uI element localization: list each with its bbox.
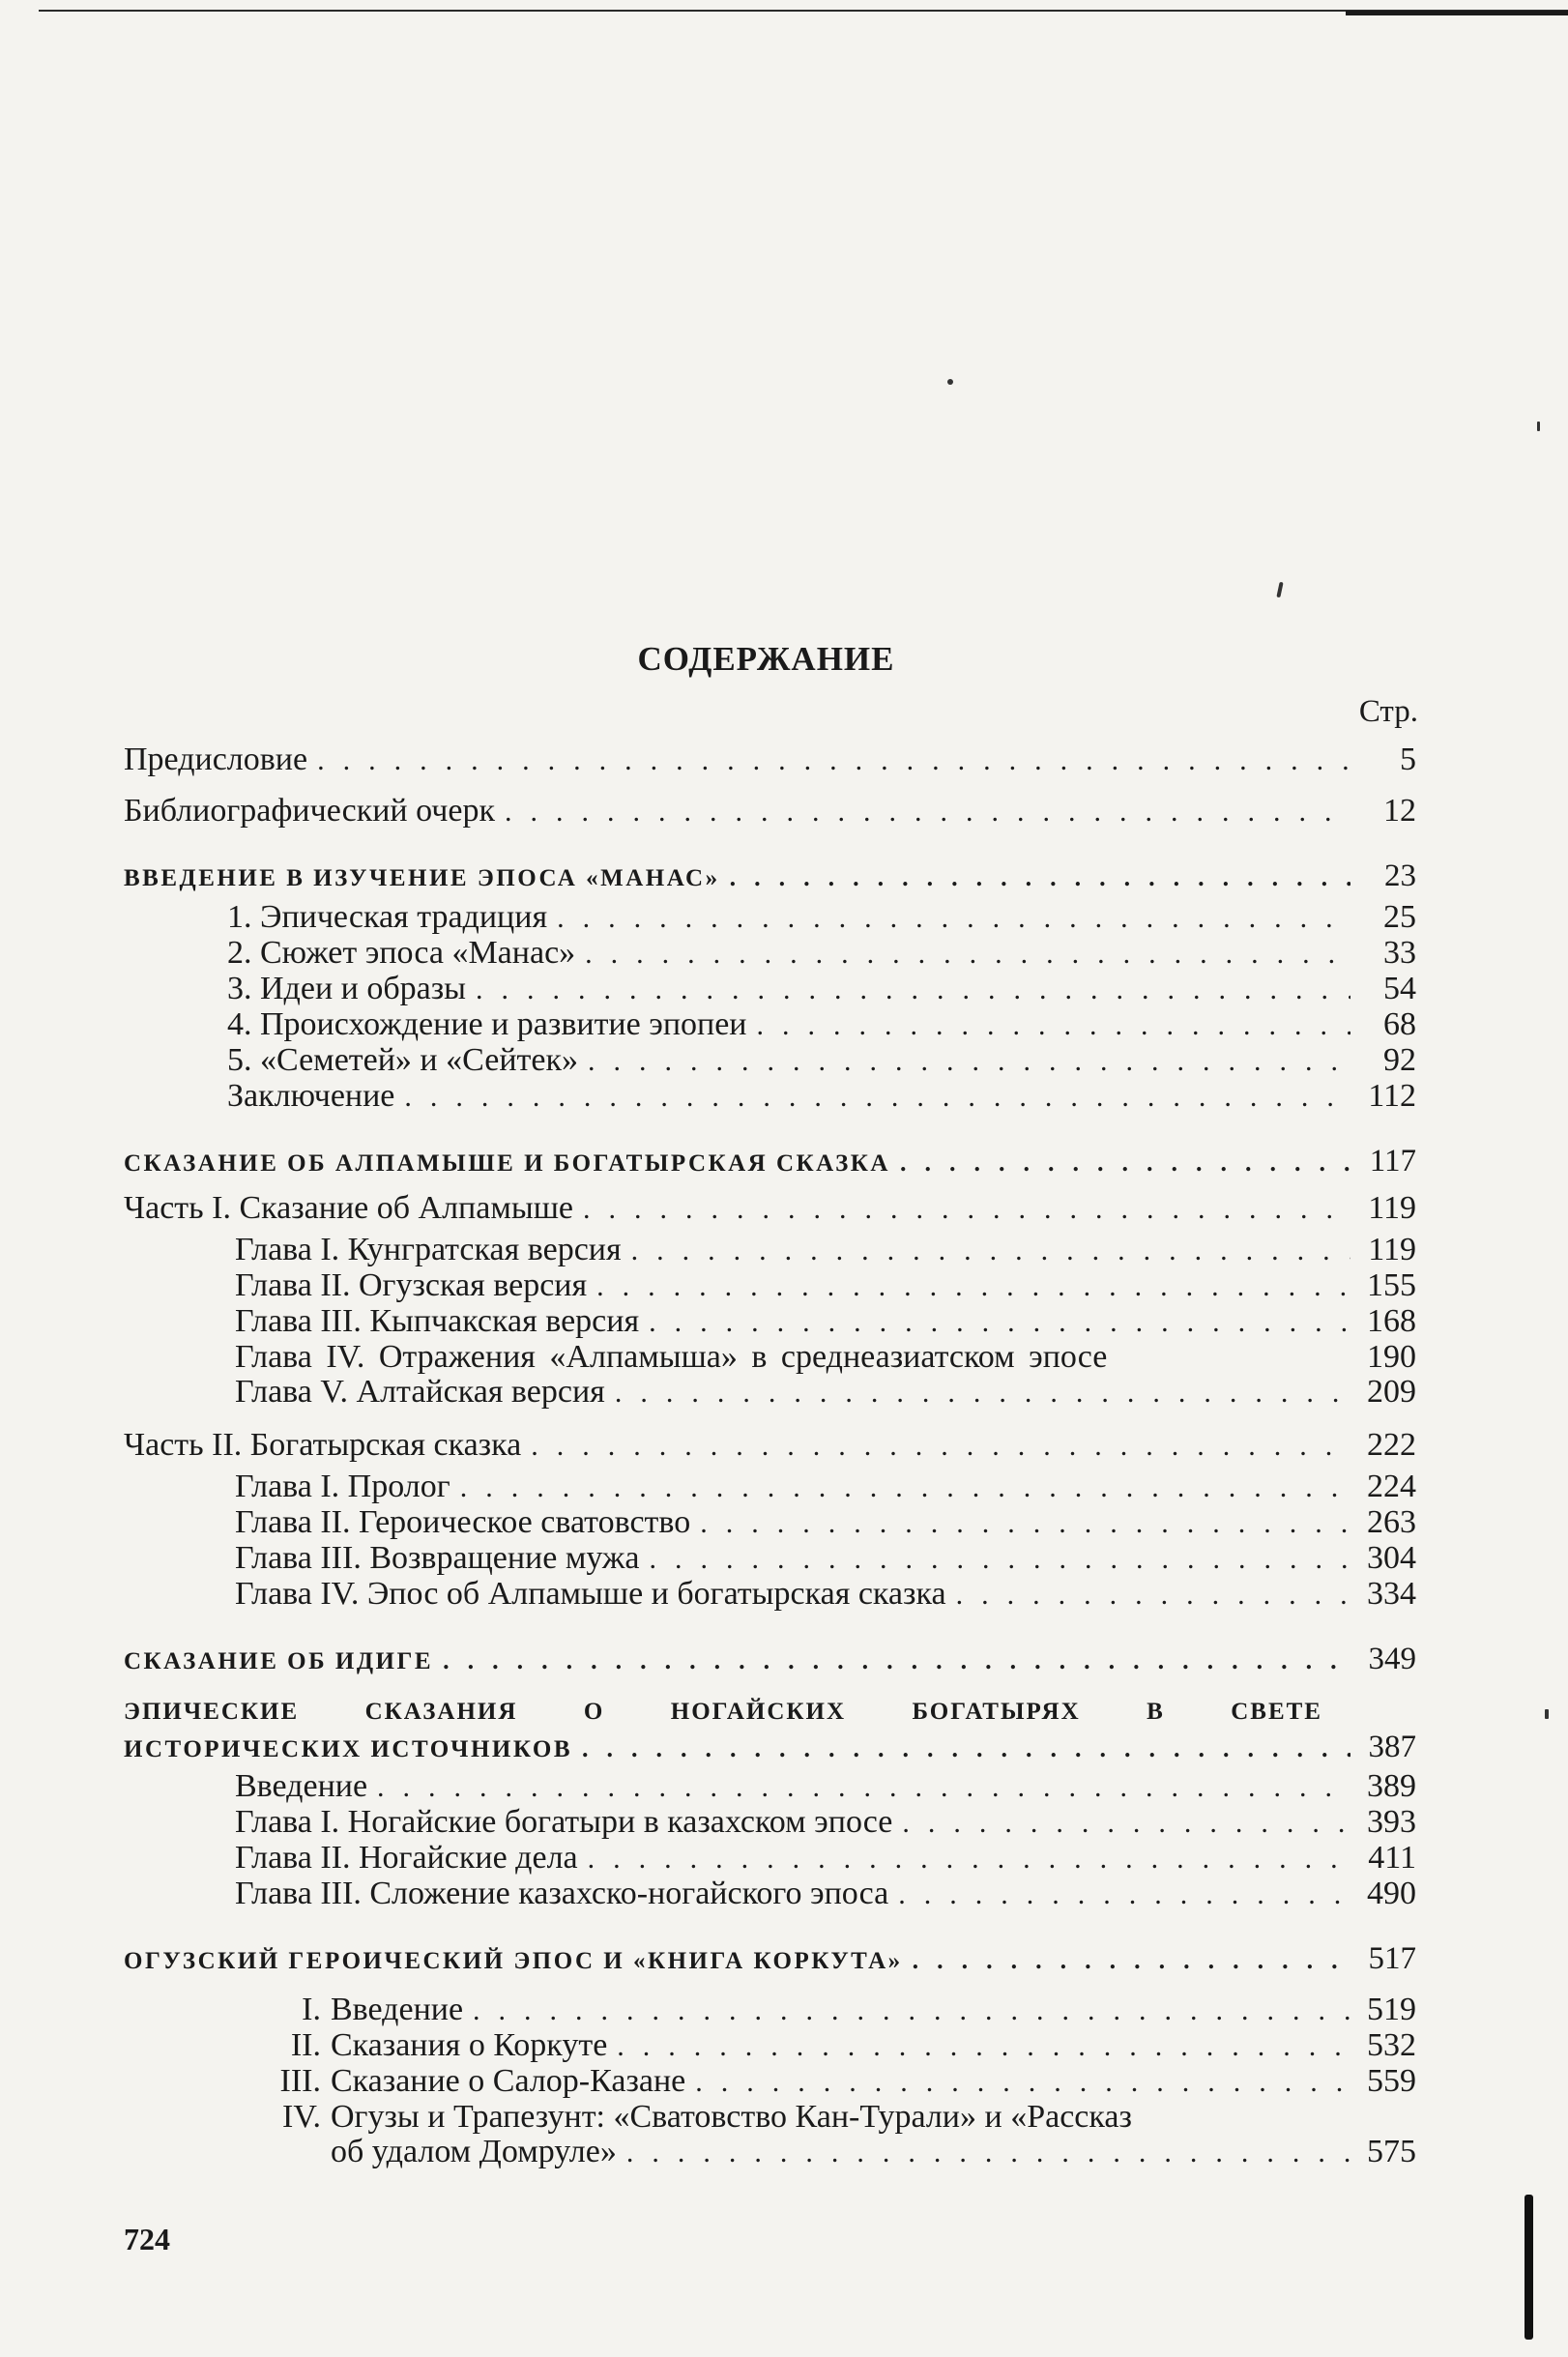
toc-page: 559 <box>1367 2063 1416 2099</box>
toc-entry-continuation[interactable] <box>124 2135 1416 2170</box>
toc-page: 519 <box>1367 1992 1416 2027</box>
toc-entry[interactable] <box>124 2100 1416 2135</box>
leader-dots <box>900 1146 1350 1180</box>
toc-label: Глава III. Возвращение мужа <box>235 1540 640 1576</box>
toc-label-line2 <box>124 1730 1416 1767</box>
page-column-header: Стр. <box>1358 694 1418 729</box>
toc-label: Огузы и Трапезунт: «Сватовство Кан-Турали» и «Рассказ <box>331 2099 1132 2135</box>
toc-page: 155 <box>1367 1267 1416 1303</box>
toc-page: 334 <box>1367 1576 1416 1612</box>
leader-dots <box>583 1192 1350 1227</box>
toc-label: Глава II. Ногайские дела <box>235 1840 578 1876</box>
toc-page: 12 <box>1383 793 1416 829</box>
toc-label-group <box>124 1993 463 2027</box>
print-speck <box>1537 422 1540 431</box>
roman-numeral: IV. <box>282 2099 321 2135</box>
toc-entry[interactable] <box>124 1428 1416 1464</box>
print-speck <box>1276 582 1283 597</box>
leader-dots <box>404 1080 1350 1115</box>
toc-label: Глава I. Пролог <box>235 1469 450 1504</box>
toc-entry[interactable] <box>124 972 1416 1007</box>
toc-label: ВВЕДЕНИЕ В ИЗУЧЕНИЕ ЭПОСА «МАНАС» <box>124 865 720 891</box>
leader-dots <box>596 1269 1350 1304</box>
toc-label: Глава IV. Эпос об Алпамыше и богатырская сказка <box>235 1576 946 1612</box>
leader-dots <box>460 1470 1350 1505</box>
leader-dots <box>615 1376 1350 1411</box>
leader-dots <box>585 937 1350 972</box>
toc-label: Предисловие <box>124 742 308 777</box>
toc-label: Глава V. Алтайская версия <box>235 1374 605 1410</box>
toc-page: 349 <box>1368 1642 1416 1676</box>
toc-page: 92 <box>1383 1042 1416 1078</box>
toc-entry[interactable] <box>124 1233 1416 1268</box>
leader-dots <box>531 1429 1350 1464</box>
toc-page: 517 <box>1368 1941 1416 1976</box>
toc-label-word: ЭПИЧЕСКИЕ <box>124 1699 300 1725</box>
toc-entry[interactable] <box>124 1577 1416 1613</box>
leader-dots <box>582 1731 1350 1766</box>
leader-dots <box>626 2136 1350 2170</box>
toc-label-word: СКАЗАНИЯ <box>364 1699 518 1725</box>
toc-page: 224 <box>1367 1469 1416 1504</box>
leader-dots <box>757 1008 1351 1043</box>
toc-label-word: О <box>583 1699 605 1725</box>
leader-dots <box>557 901 1350 936</box>
toc-entry[interactable] <box>124 1993 1416 2028</box>
toc-page: 393 <box>1367 1804 1416 1840</box>
toc-label: 1. Эпическая традиция <box>227 899 548 935</box>
toc-entry[interactable] <box>124 1268 1416 1304</box>
toc-label: Введение <box>235 1768 368 1804</box>
toc-label-group <box>124 2064 685 2099</box>
leader-dots <box>898 1877 1350 1912</box>
toc-entry[interactable] <box>124 1769 1416 1805</box>
toc-label: ИСТОРИЧЕСКИХ ИСТОЧНИКОВ <box>124 1736 572 1762</box>
toc-page: 190 <box>1367 1339 1416 1375</box>
toc-label: Глава III. Сложение казахско-ногайского эпоса <box>235 1876 889 1911</box>
toc-entry[interactable] <box>124 1375 1416 1411</box>
toc-label: Библиографический очерк <box>124 793 495 829</box>
leader-dots <box>700 1506 1350 1541</box>
toc-entry[interactable] <box>124 900 1416 936</box>
toc-page: 112 <box>1368 1078 1416 1114</box>
leader-dots <box>649 1305 1350 1340</box>
toc-label: Глава II. Героическое сватовство <box>235 1504 691 1540</box>
table-of-contents <box>124 742 1416 2170</box>
toc-entry[interactable] <box>124 742 1416 778</box>
toc-entry[interactable] <box>124 1304 1416 1340</box>
toc-entry[interactable] <box>124 1805 1416 1841</box>
toc-entry[interactable] <box>124 1541 1416 1577</box>
toc-entry[interactable] <box>124 2028 1416 2064</box>
toc-label: Глава III. Кыпчакская версия <box>235 1303 640 1339</box>
toc-entry[interactable] <box>124 936 1416 972</box>
toc-entry[interactable] <box>124 1505 1416 1541</box>
leader-dots <box>902 1806 1350 1841</box>
leader-dots <box>317 743 1350 778</box>
toc-label: СКАЗАНИЕ ОБ АЛПАМЫШЕ И БОГАТЫРСКАЯ СКАЗКА <box>124 1150 890 1177</box>
toc-entry[interactable] <box>124 2064 1416 2100</box>
toc-label: 3. Идеи и образы <box>227 971 466 1006</box>
toc-entry[interactable] <box>124 1469 1416 1505</box>
leader-dots <box>443 1644 1350 1678</box>
toc-page: 23 <box>1384 858 1416 893</box>
toc-page: 575 <box>1367 2134 1416 2169</box>
leader-dots <box>476 973 1350 1007</box>
toc-label: 5. «Семетей» и «Сейтек» <box>227 1042 578 1078</box>
toc-page: 5 <box>1400 742 1416 777</box>
toc-entry[interactable] <box>124 1079 1416 1115</box>
toc-page: 33 <box>1383 935 1416 971</box>
leader-dots <box>913 1943 1350 1978</box>
toc-label-group <box>124 2028 607 2063</box>
toc-entry[interactable] <box>124 1007 1416 1043</box>
toc-label: ОГУЗСКИЙ ГЕРОИЧЕСКИЙ ЭПОС И «КНИГА КОРКУТА» <box>124 1948 903 1974</box>
roman-numeral: III. <box>279 2063 321 2099</box>
toc-label: Часть I. Сказание об Алпамыше <box>124 1190 573 1226</box>
leader-dots <box>649 1542 1350 1577</box>
leader-dots <box>588 1842 1350 1877</box>
toc-label: Заключение <box>227 1078 395 1114</box>
toc-page: 68 <box>1383 1006 1416 1042</box>
top-rule <box>0 0 1568 21</box>
toc-label: Глава IV. Отражения «Алпамыша» в среднеазиатском эпосе <box>235 1339 1108 1375</box>
leader-dots <box>473 1993 1350 2028</box>
leader-dots <box>956 1578 1350 1613</box>
toc-label: 2. Сюжет эпоса «Манас» <box>227 935 576 971</box>
toc-page: 119 <box>1368 1190 1416 1226</box>
leader-dots <box>695 2065 1350 2100</box>
toc-entry[interactable] <box>124 1877 1416 1912</box>
toc-label: 4. Происхождение и развитие эпопеи <box>227 1006 747 1042</box>
page-number: 724 <box>124 2222 170 2256</box>
toc-page: 117 <box>1369 1144 1416 1178</box>
toc-label-word: БОГАТЫРЯХ <box>912 1699 1081 1725</box>
leader-dots <box>617 2029 1350 2064</box>
roman-numeral: I. <box>302 1992 321 2027</box>
toc-label: СКАЗАНИЕ ОБ ИДИГЕ <box>124 1648 434 1674</box>
toc-label-word: В <box>1147 1699 1165 1725</box>
toc-entry[interactable] <box>124 1191 1416 1227</box>
toc-page: 532 <box>1367 2027 1416 2063</box>
toc-page: 222 <box>1367 1427 1416 1463</box>
print-speck <box>1545 1709 1549 1719</box>
toc-section[interactable] <box>124 1144 1416 1181</box>
toc-page: 304 <box>1367 1540 1416 1576</box>
toc-page: 54 <box>1383 971 1416 1006</box>
toc-page: 209 <box>1367 1374 1416 1410</box>
toc-entry[interactable] <box>124 794 1416 829</box>
toc-label-line1 <box>124 1695 1322 1730</box>
print-speck <box>947 379 953 385</box>
toc-label-word: СВЕТЕ <box>1231 1699 1322 1725</box>
toc-section[interactable] <box>124 858 1416 896</box>
leader-dots <box>505 795 1350 829</box>
toc-page: 119 <box>1368 1232 1416 1267</box>
toc-label: Введение <box>331 1992 464 2027</box>
toc-label: Сказания о Коркуте <box>331 2027 608 2063</box>
toc-section[interactable] <box>124 1941 1416 1979</box>
toc-page: 490 <box>1367 1876 1416 1911</box>
toc-page: 411 <box>1368 1840 1416 1876</box>
toc-page: 25 <box>1383 899 1416 935</box>
toc-page: 389 <box>1367 1768 1416 1804</box>
toc-label-word: НОГАЙСКИХ <box>670 1699 847 1725</box>
toc-page: 168 <box>1367 1303 1416 1339</box>
toc-entry[interactable] <box>124 1043 1416 1079</box>
toc-section[interactable] <box>124 1695 1416 1767</box>
toc-label-group <box>124 2100 1416 2135</box>
roman-numeral: II. <box>290 2027 321 2063</box>
toc-section[interactable] <box>124 1642 1416 1679</box>
toc-label: об удалом Домруле» <box>331 2134 617 2169</box>
leader-dots <box>588 1044 1350 1079</box>
leader-dots <box>377 1770 1350 1805</box>
toc-entry[interactable] <box>124 1340 1416 1375</box>
page-title: СОДЕРЖАНИЕ <box>637 640 895 678</box>
leader-dots <box>730 860 1350 895</box>
toc-page: 387 <box>1368 1730 1416 1764</box>
page-edge-mark <box>1524 2195 1533 2340</box>
toc-label: Часть II. Богатырская сказка <box>124 1427 522 1463</box>
toc-label: Глава I. Ногайские богатыри в казахском эпосе <box>235 1804 893 1840</box>
toc-page: 263 <box>1367 1504 1416 1540</box>
toc-label: Глава II. Огузская версия <box>235 1267 588 1303</box>
leader-dots <box>631 1234 1350 1268</box>
toc-label: Глава I. Кунгратская версия <box>235 1232 622 1267</box>
toc-entry[interactable] <box>124 1841 1416 1877</box>
toc-label: Сказание о Салор-Казане <box>331 2063 686 2099</box>
